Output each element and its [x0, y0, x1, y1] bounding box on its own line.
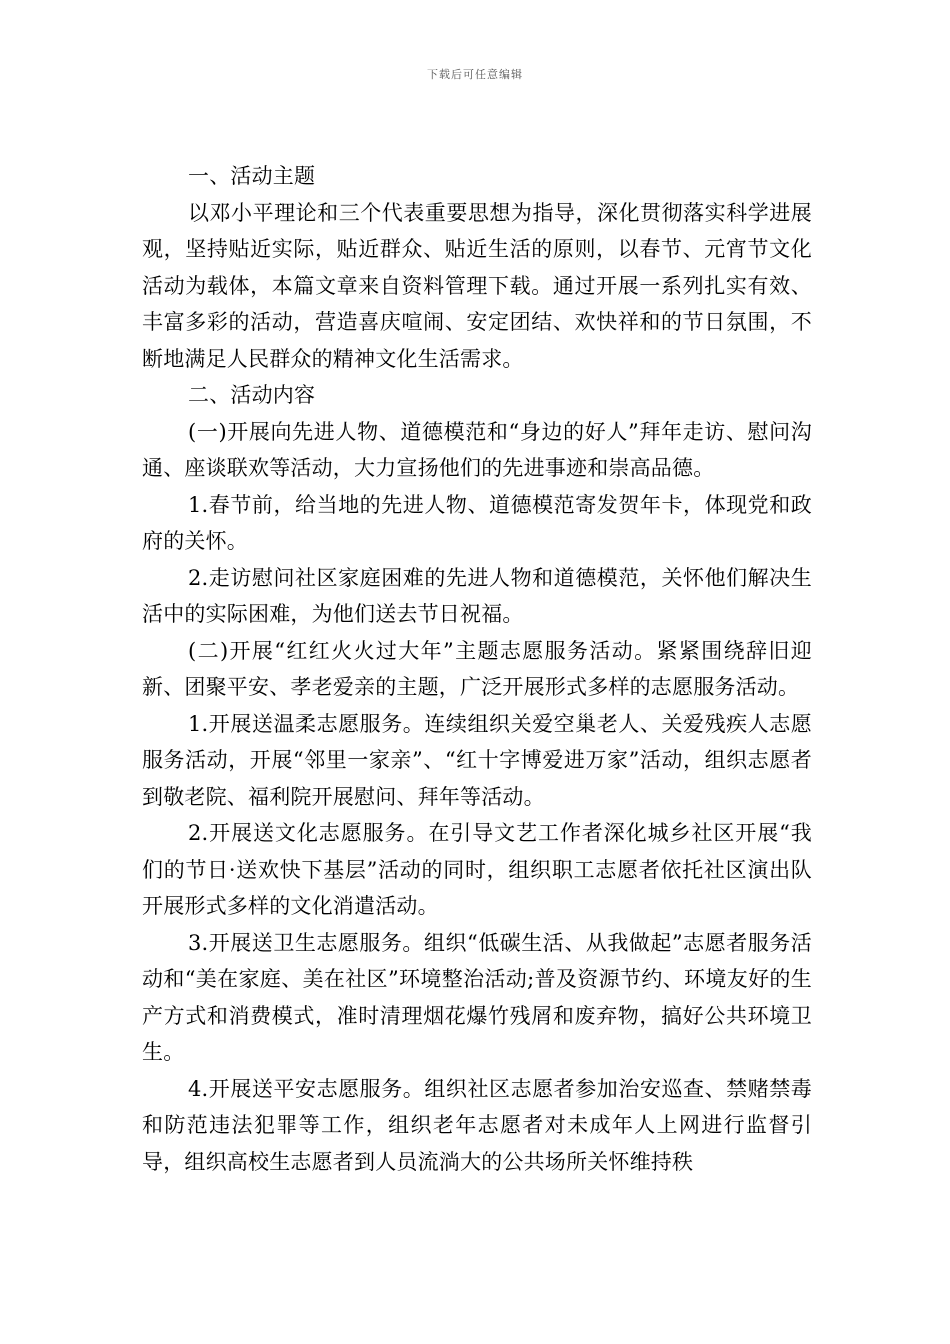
paragraph-item-2-4: 4.开展送平安志愿服务。组织社区志愿者参加治安巡查、禁赌禁毒和防范违法犯罪等工作，组织老年志愿者对未成年人上网进行监督引导，组织高校生志愿者到人员流淌大的公共场所关怀维持秩 — [142, 1076, 812, 1174]
header-note: 下载后可任意编辑 — [427, 68, 523, 81]
paragraph-item-1-2: 2.走访慰问社区家庭困难的先进人物和道德模范，关怀他们解决生活中的实际困难，为他们送去节日祝福。 — [142, 565, 812, 626]
paragraph-item-1-1: 1.春节前，给当地的先进人物、道德模范寄发贺年卡，体现党和政府的关怀。 — [142, 492, 812, 553]
section-heading-theme: 一、活动主题 — [188, 164, 316, 188]
paragraph-item-2-2: 2.开展送文化志愿服务。在引导文艺工作者深化城乡社区开展“我们的节日·送欢快下基层”活动的同时，组织职工志愿者依托社区演出队开展形式多样的文化消遣活动。 — [142, 821, 812, 918]
paragraph-theme-body: 以邓小平理论和三个代表重要思想为指导，深化贯彻落实科学进展观，坚持贴近实际，贴近群众、贴近生活的原则，以春节、元宵节文化活动为载体，本篇文章来自资料管理下载。通过开展一系列扎实有效、丰富多彩的活动，营造喜庆喧闹、安定团结、欢快祥和的节日氛围，不断地满足人民群众的精神文化生活需求。 — [142, 200, 812, 371]
document-body — [142, 158, 812, 1180]
paragraph-item-2-1: 1.开展送温柔志愿服务。连续组织关爱空巢老人、关爱残疾人志愿服务活动，开展“邻里一家亲”、“红十字博爱进万家”活动，组织志愿者到敬老院、福利院开展慰问、拜年等活动。 — [142, 711, 812, 809]
paragraph-item-1: (一)开展向先进人物、道德模范和“身边的好人”拜年走访、慰问沟通、座谈联欢等活动，大力宣扬他们的先进事迹和崇高品德。 — [142, 419, 812, 480]
section-heading-content: 二、活动内容 — [188, 383, 316, 407]
paragraph-item-2: (二)开展“红红火火过大年”主题志愿服务活动。紧紧围绕辞旧迎新、团聚平安、孝老爱亲的主题，广泛开展形式多样的志愿服务活动。 — [142, 638, 812, 699]
paragraph-item-2-3: 3.开展送卫生志愿服务。组织“低碳生活、从我做起”志愿者服务活动和“美在家庭、美在社区”环境整治活动;普及资源节约、环境友好的生产方式和消费模式，准时清理烟花爆竹残屑和废弃物，搞好公共环境卫生。 — [142, 930, 812, 1064]
